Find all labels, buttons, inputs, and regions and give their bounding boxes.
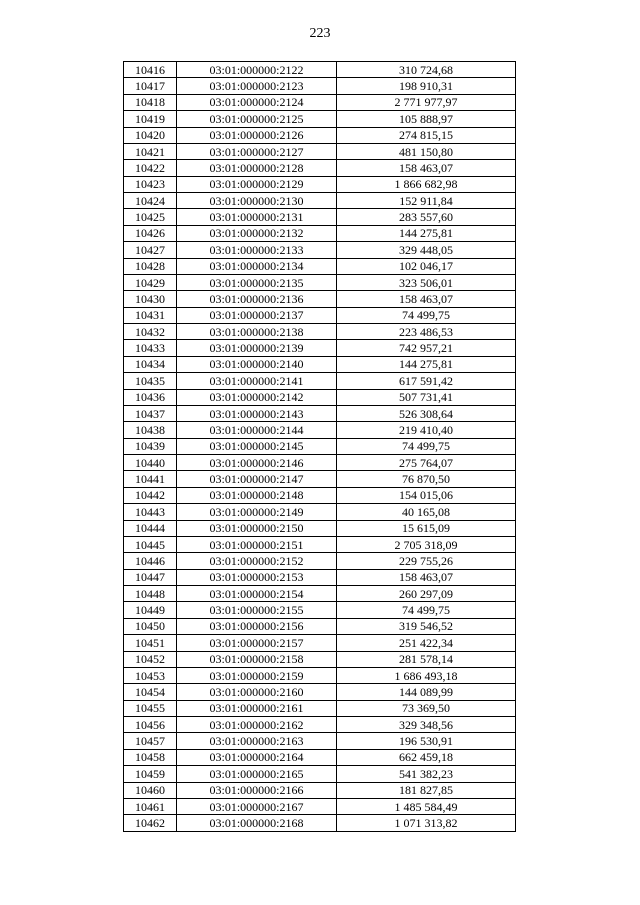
cadastral-value-cell: 15 615,09 (337, 520, 516, 536)
cadastral-number-cell: 03:01:000000:2155 (177, 602, 337, 618)
table-row (124, 405, 516, 421)
table-body (124, 62, 516, 832)
cadastral-value-cell: 181 827,85 (337, 782, 516, 798)
table-row (124, 143, 516, 159)
cadastral-number-cell: 03:01:000000:2158 (177, 651, 337, 667)
cadastral-value-cell: 323 506,01 (337, 274, 516, 290)
table-row (124, 717, 516, 733)
page-number: 223 (309, 26, 331, 41)
table-row (124, 536, 516, 552)
cadastral-number-cell: 03:01:000000:2147 (177, 471, 337, 487)
table-row (124, 520, 516, 536)
table-row (124, 602, 516, 618)
row-number-cell: 10424 (124, 193, 177, 209)
row-number-cell: 10439 (124, 438, 177, 454)
row-number-cell: 10420 (124, 127, 177, 143)
cadastral-number-cell: 03:01:000000:2167 (177, 798, 337, 814)
row-number-cell: 10457 (124, 733, 177, 749)
cadastral-value-cell: 329 448,05 (337, 242, 516, 258)
cadastral-value-cell: 105 888,97 (337, 111, 516, 127)
row-number-cell: 10440 (124, 455, 177, 471)
cadastral-number-cell: 03:01:000000:2161 (177, 700, 337, 716)
table-row (124, 700, 516, 716)
row-number-cell: 10453 (124, 667, 177, 683)
cadastral-number-cell: 03:01:000000:2149 (177, 504, 337, 520)
row-number-cell: 10428 (124, 258, 177, 274)
cadastral-value-cell: 74 499,75 (337, 602, 516, 618)
cadastral-number-cell: 03:01:000000:2166 (177, 782, 337, 798)
table-row (124, 651, 516, 667)
cadastral-value-cell: 76 870,50 (337, 471, 516, 487)
table-row (124, 274, 516, 290)
cadastral-value-cell: 144 089,99 (337, 684, 516, 700)
cadastral-number-cell: 03:01:000000:2133 (177, 242, 337, 258)
cadastral-number-cell: 03:01:000000:2148 (177, 487, 337, 503)
cadastral-value-cell: 274 815,15 (337, 127, 516, 143)
cadastral-number-cell: 03:01:000000:2128 (177, 160, 337, 176)
table-row (124, 356, 516, 372)
table-row (124, 586, 516, 602)
table-row (124, 553, 516, 569)
table-row (124, 127, 516, 143)
cadastral-value-cell: 158 463,07 (337, 160, 516, 176)
cadastral-value-cell: 154 015,06 (337, 487, 516, 503)
cadastral-value-cell: 526 308,64 (337, 405, 516, 421)
cadastral-number-cell: 03:01:000000:2159 (177, 667, 337, 683)
row-number-cell: 10419 (124, 111, 177, 127)
cadastral-value-cell: 219 410,40 (337, 422, 516, 438)
table-row (124, 487, 516, 503)
cadastral-number-cell: 03:01:000000:2151 (177, 536, 337, 552)
cadastral-value-cell: 541 382,23 (337, 766, 516, 782)
row-number-cell: 10442 (124, 487, 177, 503)
row-number-cell: 10421 (124, 143, 177, 159)
cadastral-value-cell: 275 764,07 (337, 455, 516, 471)
cadastral-number-cell: 03:01:000000:2122 (177, 62, 337, 78)
cadastral-value-cell: 507 731,41 (337, 389, 516, 405)
cadastral-value-cell: 662 459,18 (337, 749, 516, 765)
table-row (124, 373, 516, 389)
cadastral-value-cell: 158 463,07 (337, 291, 516, 307)
table-row (124, 733, 516, 749)
cadastral-value-cell: 1 686 493,18 (337, 667, 516, 683)
cadastral-number-cell: 03:01:000000:2124 (177, 94, 337, 110)
cadastral-number-cell: 03:01:000000:2153 (177, 569, 337, 585)
cadastral-number-cell: 03:01:000000:2136 (177, 291, 337, 307)
cadastral-value-cell: 481 150,80 (337, 143, 516, 159)
cadastral-number-cell: 03:01:000000:2142 (177, 389, 337, 405)
row-number-cell: 10449 (124, 602, 177, 618)
table-row (124, 766, 516, 782)
cadastral-value-cell: 102 046,17 (337, 258, 516, 274)
cadastral-number-cell: 03:01:000000:2123 (177, 78, 337, 94)
cadastral-number-cell: 03:01:000000:2146 (177, 455, 337, 471)
cadastral-number-cell: 03:01:000000:2162 (177, 717, 337, 733)
row-number-cell: 10430 (124, 291, 177, 307)
cadastral-number-cell: 03:01:000000:2130 (177, 193, 337, 209)
row-number-cell: 10436 (124, 389, 177, 405)
cadastral-value-cell: 74 499,75 (337, 307, 516, 323)
table-row (124, 455, 516, 471)
cadastral-number-cell: 03:01:000000:2141 (177, 373, 337, 389)
cadastral-value-cell: 144 275,81 (337, 356, 516, 372)
row-number-cell: 10437 (124, 405, 177, 421)
cadastral-value-cell: 73 369,50 (337, 700, 516, 716)
cadastral-value-cell: 74 499,75 (337, 438, 516, 454)
row-number-cell: 10456 (124, 717, 177, 733)
cadastral-number-cell: 03:01:000000:2156 (177, 618, 337, 634)
table-row (124, 94, 516, 110)
row-number-cell: 10458 (124, 749, 177, 765)
cadastral-number-cell: 03:01:000000:2140 (177, 356, 337, 372)
cadastral-value-cell: 40 165,08 (337, 504, 516, 520)
table-row (124, 62, 516, 78)
row-number-cell: 10432 (124, 324, 177, 340)
cadastral-number-cell: 03:01:000000:2160 (177, 684, 337, 700)
cadastral-number-cell: 03:01:000000:2157 (177, 635, 337, 651)
row-number-cell: 10429 (124, 274, 177, 290)
row-number-cell: 10431 (124, 307, 177, 323)
cadastral-number-cell: 03:01:000000:2134 (177, 258, 337, 274)
table-row (124, 438, 516, 454)
cadastral-value-cell: 281 578,14 (337, 651, 516, 667)
row-number-cell: 10418 (124, 94, 177, 110)
cadastral-number-cell: 03:01:000000:2154 (177, 586, 337, 602)
row-number-cell: 10445 (124, 536, 177, 552)
cadastral-number-cell: 03:01:000000:2132 (177, 225, 337, 241)
table-row (124, 193, 516, 209)
cadastral-number-cell: 03:01:000000:2165 (177, 766, 337, 782)
row-number-cell: 10461 (124, 798, 177, 814)
row-number-cell: 10447 (124, 569, 177, 585)
cadastral-number-cell: 03:01:000000:2126 (177, 127, 337, 143)
cadastral-number-cell: 03:01:000000:2137 (177, 307, 337, 323)
cadastral-value-cell: 198 910,31 (337, 78, 516, 94)
table-row (124, 749, 516, 765)
cadastral-number-cell: 03:01:000000:2152 (177, 553, 337, 569)
row-number-cell: 10446 (124, 553, 177, 569)
row-number-cell: 10462 (124, 815, 177, 831)
row-number-cell: 10455 (124, 700, 177, 716)
row-number-cell: 10425 (124, 209, 177, 225)
cadastral-number-cell: 03:01:000000:2135 (177, 274, 337, 290)
row-number-cell: 10454 (124, 684, 177, 700)
row-number-cell: 10416 (124, 62, 177, 78)
row-number-cell: 10417 (124, 78, 177, 94)
table-row (124, 684, 516, 700)
row-number-cell: 10426 (124, 225, 177, 241)
cadastral-value-cell: 152 911,84 (337, 193, 516, 209)
cadastral-value-cell: 1 866 682,98 (337, 176, 516, 192)
table-row (124, 78, 516, 94)
row-number-cell: 10422 (124, 160, 177, 176)
table-row (124, 635, 516, 651)
cadastral-value-cell: 283 557,60 (337, 209, 516, 225)
table-row (124, 242, 516, 258)
table-row (124, 504, 516, 520)
table-row (124, 225, 516, 241)
cadastral-value-table (123, 61, 516, 832)
table-row (124, 782, 516, 798)
table-row (124, 291, 516, 307)
cadastral-number-cell: 03:01:000000:2150 (177, 520, 337, 536)
cadastral-value-cell: 144 275,81 (337, 225, 516, 241)
cadastral-value-cell: 329 348,56 (337, 717, 516, 733)
cadastral-value-cell: 229 755,26 (337, 553, 516, 569)
table-row (124, 815, 516, 831)
cadastral-number-cell: 03:01:000000:2139 (177, 340, 337, 356)
row-number-cell: 10441 (124, 471, 177, 487)
cadastral-number-cell: 03:01:000000:2145 (177, 438, 337, 454)
row-number-cell: 10435 (124, 373, 177, 389)
table-row (124, 176, 516, 192)
table-row (124, 389, 516, 405)
row-number-cell: 10448 (124, 586, 177, 602)
cadastral-value-cell: 319 546,52 (337, 618, 516, 634)
table-row (124, 324, 516, 340)
table-row (124, 209, 516, 225)
row-number-cell: 10451 (124, 635, 177, 651)
row-number-cell: 10434 (124, 356, 177, 372)
cadastral-number-cell: 03:01:000000:2168 (177, 815, 337, 831)
cadastral-number-cell: 03:01:000000:2163 (177, 733, 337, 749)
cadastral-value-cell: 223 486,53 (337, 324, 516, 340)
row-number-cell: 10438 (124, 422, 177, 438)
table-row (124, 471, 516, 487)
cadastral-number-cell: 03:01:000000:2129 (177, 176, 337, 192)
cadastral-number-cell: 03:01:000000:2131 (177, 209, 337, 225)
cadastral-number-cell: 03:01:000000:2125 (177, 111, 337, 127)
row-number-cell: 10443 (124, 504, 177, 520)
cadastral-value-cell: 251 422,34 (337, 635, 516, 651)
row-number-cell: 10460 (124, 782, 177, 798)
cadastral-value-cell: 2 771 977,97 (337, 94, 516, 110)
table-row (124, 618, 516, 634)
row-number-cell: 10452 (124, 651, 177, 667)
table-row (124, 258, 516, 274)
table-row (124, 798, 516, 814)
table-row (124, 111, 516, 127)
cadastral-value-cell: 2 705 318,09 (337, 536, 516, 552)
row-number-cell: 10450 (124, 618, 177, 634)
cadastral-number-cell: 03:01:000000:2143 (177, 405, 337, 421)
cadastral-value-cell: 617 591,42 (337, 373, 516, 389)
row-number-cell: 10444 (124, 520, 177, 536)
table-row (124, 340, 516, 356)
cadastral-value-cell: 1 485 584,49 (337, 798, 516, 814)
cadastral-value-cell: 158 463,07 (337, 569, 516, 585)
cadastral-number-cell: 03:01:000000:2138 (177, 324, 337, 340)
table-row (124, 422, 516, 438)
cadastral-value-cell: 742 957,21 (337, 340, 516, 356)
row-number-cell: 10427 (124, 242, 177, 258)
cadastral-number-cell: 03:01:000000:2144 (177, 422, 337, 438)
cadastral-value-cell: 310 724,68 (337, 62, 516, 78)
cadastral-value-cell: 260 297,09 (337, 586, 516, 602)
cadastral-number-cell: 03:01:000000:2127 (177, 143, 337, 159)
row-number-cell: 10433 (124, 340, 177, 356)
row-number-cell: 10423 (124, 176, 177, 192)
table-row (124, 307, 516, 323)
table-row (124, 569, 516, 585)
row-number-cell: 10459 (124, 766, 177, 782)
cadastral-value-cell: 196 530,91 (337, 733, 516, 749)
cadastral-value-cell: 1 071 313,82 (337, 815, 516, 831)
table-row (124, 667, 516, 683)
cadastral-number-cell: 03:01:000000:2164 (177, 749, 337, 765)
table-row (124, 160, 516, 176)
